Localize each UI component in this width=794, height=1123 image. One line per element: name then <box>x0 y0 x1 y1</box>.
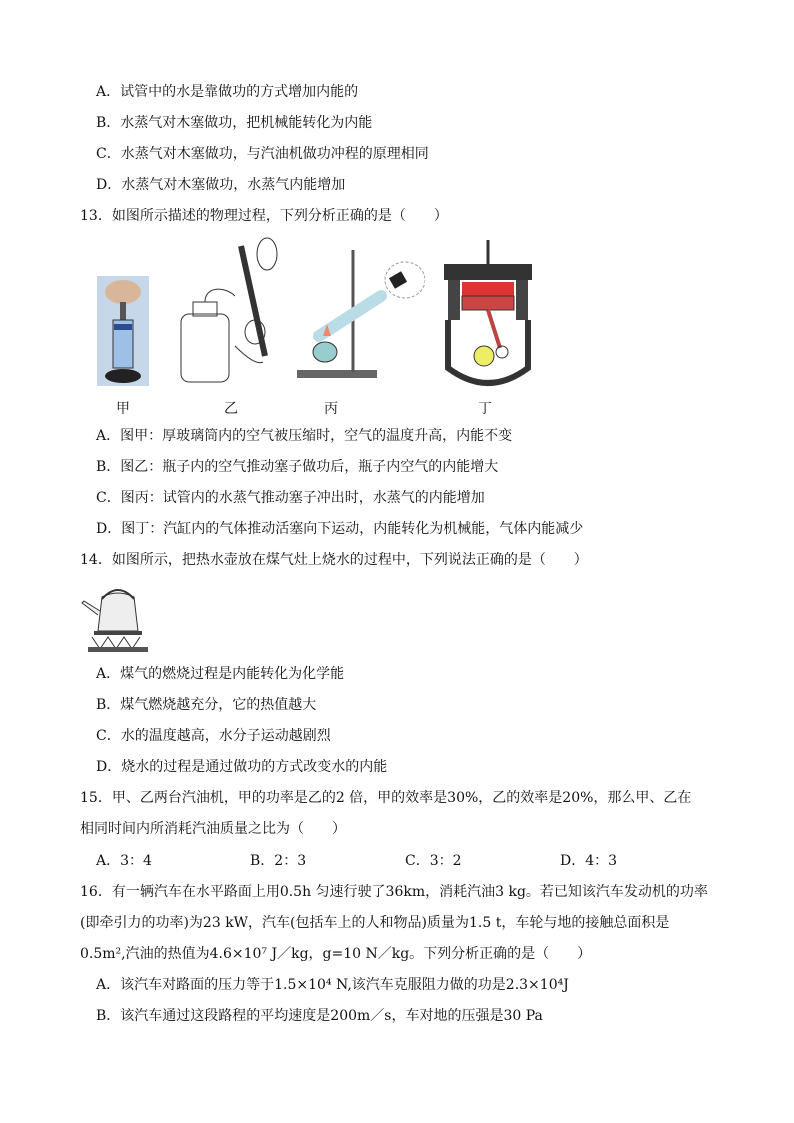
q14-option-a: A．煤气的燃烧过程是内能转化为化学能 <box>96 666 345 682</box>
figure-caption-jia: 甲 <box>116 401 130 417</box>
figure-caption-yi: 乙 <box>224 401 238 417</box>
q15-option-a: A．3：4 <box>96 853 152 869</box>
q12-option-d: D．水蒸气对木塞做功，水蒸气内能增加 <box>96 177 346 193</box>
q12-option-c: C．水蒸气对木塞做功，与汽油机做功冲程的原理相同 <box>96 146 429 162</box>
figure-ding-engine-cylinder <box>440 238 536 388</box>
q13-option-a: A．图甲：厚玻璃筒内的空气被压缩时，空气的温度升高，内能不变 <box>96 428 513 444</box>
q13-stem: 13．如图所示描述的物理过程，下列分析正确的是（ ） <box>80 208 448 224</box>
q12-option-b: B．水蒸气对木塞做功，把机械能转化为内能 <box>96 115 373 131</box>
q14-option-c: C．水的温度越高，水分子运动越剧烈 <box>96 728 331 744</box>
q15-option-c: C．3：2 <box>405 853 462 869</box>
q14-option-b: B．煤气燃烧越充分，它的热值越大 <box>96 697 317 713</box>
q16-option-b: B．该汽车通过这段路程的平均速度是200m／s，车对地的压强是30 Pa <box>96 1008 543 1024</box>
figure-jia-cylinder <box>97 276 149 386</box>
q13-option-c: C．图丙：试管内的水蒸气推动塞子冲出时，水蒸气的内能增加 <box>96 490 485 506</box>
q12-option-a: A．试管中的水是靠做功的方式增加内能的 <box>96 84 359 100</box>
q16-stem-line-1: 16．有一辆汽车在水平路面上用0.5h 匀速行驶了36km，消耗汽油3 kg。若已知该汽车发动机的功率 <box>80 884 708 900</box>
q14-stem: 14．如图所示，把热水壶放在煤气灶上烧水的过程中，下列说法正确的是（ ） <box>80 552 588 568</box>
figure-yi-bottle-pump <box>175 236 285 386</box>
q15-option-d: D．4：3 <box>560 853 618 869</box>
figure-caption-ding: 丁 <box>478 401 492 417</box>
q14-option-d: D．烧水的过程是通过做功的方式改变水的内能 <box>96 759 388 775</box>
q16-option-a: A．该汽车对路面的压力等于1.5×10⁴ N,该汽车克服阻力做的功是2.3×10⁴J <box>96 977 569 993</box>
q13-option-b: B．图乙：瓶子内的空气推动塞子做功后，瓶子内空气的内能增大 <box>96 459 499 475</box>
figure-bing-test-tube <box>295 240 425 385</box>
q16-stem-line-3: 0.5m²,汽油的热值为4.6×10⁷ J／kg，g=10 N／kg。下列分析正确的是（ ） <box>80 946 592 962</box>
q15-stem-line-1: 15．甲、乙两台汽油机，甲的功率是乙的2 倍，甲的效率是30%，乙的效率是20%，那么甲、乙在 <box>80 790 692 806</box>
q13-option-d: D．图丁：汽缸内的气体推动活塞向下运动，内能转化为机械能，气体内能减少 <box>96 521 584 537</box>
figure-kettle-on-stove <box>78 585 160 653</box>
q15-stem-line-2: 相同时间内所消耗汽油质量之比为（ ） <box>80 821 346 837</box>
q15-option-b: B．2：3 <box>250 853 307 869</box>
figure-caption-bing: 丙 <box>324 401 338 417</box>
q16-stem-line-2: (即牵引力的功率)为23 kW，汽车(包括车上的人和物品)质量为1.5 t，车轮与地的接触总面积是 <box>80 915 670 931</box>
